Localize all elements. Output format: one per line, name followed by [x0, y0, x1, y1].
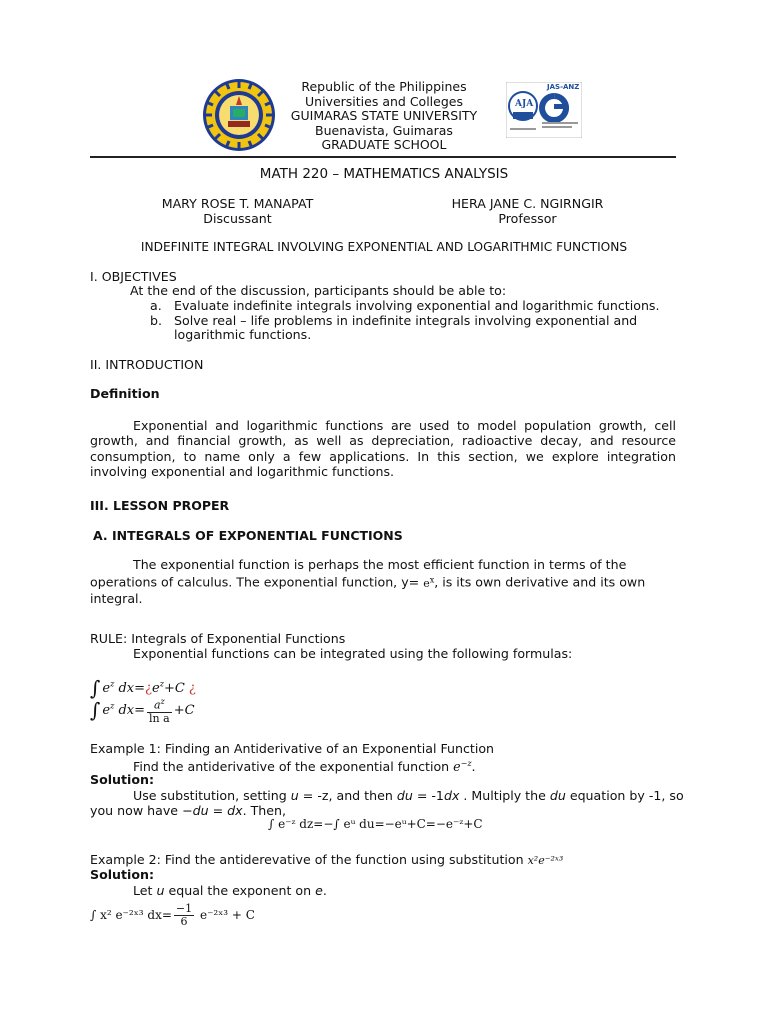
example-2-equation: ∫ x² e⁻²ˣ³ dx= $\frac{-1}{6}$ e⁻²ˣ³ + C	[90, 902, 255, 928]
exponential-paragraph-part2: , is its own derivative and its own integral.	[90, 575, 646, 607]
professor-role: Professor	[498, 211, 557, 226]
example-2-fraction: $\frac{-1}{6}$	[175, 902, 193, 928]
introduction-paragraph: Exponential and logarithmic functions are used to model population growth, cell growth, and financial growth, as well as depreciation, radioactive decay, and resource consumption, to name only a few applications. In this section, we explore integration involving exponential and logarithmic functions.	[90, 418, 676, 480]
example-2-title: Example 2: Find the antiderevative of the function using substitution x²e⁻²ˣ³	[90, 852, 564, 867]
exponential-paragraph-part1: The exponential function is perhaps the most efficient function in terms of the operations of calculus. The exponential function, y=	[90, 557, 627, 591]
objectives-intro: At the end of the discussion, participants should be able to:	[130, 283, 507, 298]
objective-a-text: Evaluate indefinite integrals involving exponential and logarithmic functions.	[174, 298, 660, 313]
header-divider	[90, 156, 676, 158]
rule-title: RULE: Integrals of Exponential Functions	[90, 631, 346, 646]
topic-title: INDEFINITE INTEGRAL INVOLVING EXPONENTIAL AND LOGARITHMIC FUNCTIONS	[140, 240, 628, 254]
professor-name: HERA JANE C. NGIRNGIR	[451, 196, 604, 211]
lesson-heading: III. LESSON PROPER	[90, 498, 230, 513]
objectives-heading: I. OBJECTIVES	[90, 269, 177, 284]
exponential-paragraph-expr: $e^x$	[423, 575, 435, 591]
exponential-subheading: A. INTEGRALS OF EXPONENTIAL FUNCTIONS	[93, 528, 403, 543]
discussant-role: Discussant	[203, 211, 272, 226]
course-title: MATH 220 – MATHEMATICS ANALYSIS	[259, 166, 509, 182]
header-country: Republic of the Philippines	[301, 79, 467, 94]
exponential-paragraph	[90, 557, 650, 607]
example-1-solution-line1: Use substitution, setting u = -z, and then du = -1dx . Multiply the du equation by -1, so	[133, 788, 684, 803]
formula-1: ∫ $e^z$ $dx=¿e^z+C$ ¿	[90, 676, 196, 700]
example-1-equation: ∫ e⁻ᶻ dz=−∫ eᵘ du=−eᵘ+C=−e⁻ᶻ+C	[268, 817, 483, 831]
example-1-title: Example 1: Finding an Antiderivative of an Exponential Function	[90, 741, 495, 756]
rule-intro: Exponential functions can be integrated using the following formulas:	[133, 646, 573, 661]
aja-label: AJA	[515, 99, 534, 109]
objective-b-marker: b.	[150, 313, 162, 328]
example-2-solution-label: Solution:	[90, 867, 154, 882]
example-2-solution-line1: Let u equal the exponent on e.	[133, 883, 327, 898]
example-1-solution-line2: you now have −du = dx. Then,	[90, 803, 287, 818]
header-institution-type: Universities and Colleges	[305, 93, 463, 109]
jas-anz-label: JAS-ANZ	[547, 83, 580, 91]
header-school: GRADUATE SCHOOL	[321, 137, 447, 153]
formula-2-fraction: $\frac{a^z}{\text{ln a}}$	[149, 697, 170, 725]
example-1-task: Find the antiderivative of the exponential function $e^{-z}$.	[133, 759, 476, 775]
header-location: Buenavista, Guimaras	[315, 122, 453, 138]
introduction-heading: II. INTRODUCTION	[90, 357, 204, 372]
objective-a-marker: a.	[150, 298, 162, 313]
formula-2: ∫ $e^z$ dx= $\frac{a^z}{\text{ln a}}$ +C	[90, 697, 195, 725]
discussant-name: MARY ROSE T. MANAPAT	[161, 196, 314, 211]
definition-subheading: Definition	[90, 386, 160, 401]
objective-b-text-line2: logarithmic functions.	[174, 327, 312, 342]
objective-b-text-line1: Solve real – life problems in indefinite integrals involving exponential and	[174, 313, 638, 328]
header-university-name: GUIMARAS STATE UNIVERSITY	[290, 108, 478, 124]
example-1-solution-label: Solution:	[90, 772, 154, 787]
